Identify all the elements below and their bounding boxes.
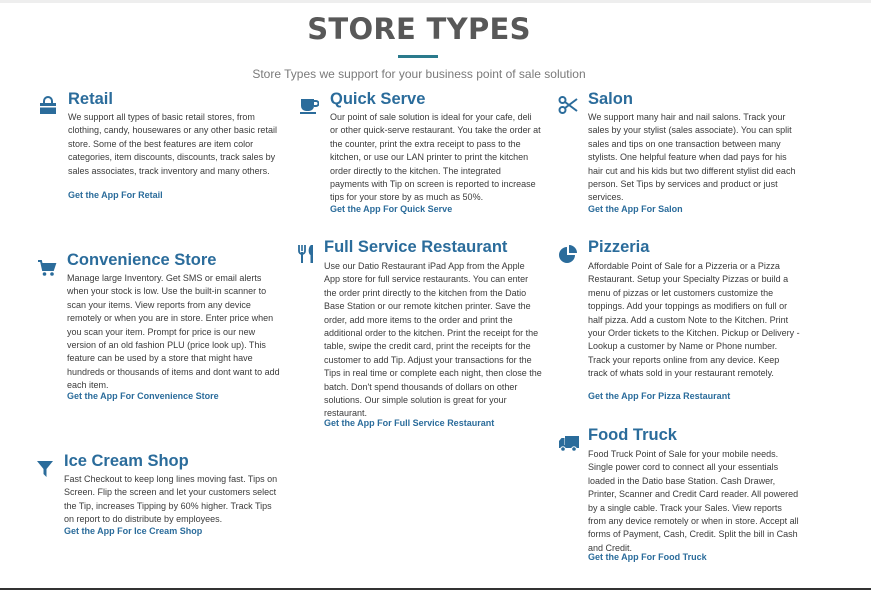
shopping-cart-icon [37,259,57,277]
store-title: Salon [588,90,633,108]
coffee-cup-icon [299,96,319,114]
store-description: Our point of sale solution is ideal for your cafe, deli or other quick-serve restaurant. You take the order at the counter, print the extra receipt to pass to the kitchen, or use our LAN printer to print the kitchen order directly to the kitchen. The integrated payments with Tip on screen is reported to increase tips for your store by as much as 50%. [330,112,541,203]
store-title: Retail [68,90,113,108]
top-divider [0,0,871,3]
get-app-link-retail[interactable]: Get the App For Retail [68,190,163,200]
store-title: Ice Cream Shop [64,452,189,470]
store-description: We support many hair and nail salons. Track your sales by your stylist (sales associate). You can split sales and tips on one transaction between many stylists. One helpful feature when dad pays for his hair cut and his kids but two different stylist did each person. Set Tips by services and product or just services. [588,112,796,203]
store-description: Use our Datio Restaurant iPad App from the Apple App store for full service restaurants. You can enter the order print directly to the kitchen from the Datio Base Station or our remote kitchen printer. Save the order, add more items to the order and print the additional order to the kitchen. Print the receipt for the table, swipe the credit card, print the receipts for the customer to add Tip. Adjust your transactions for the Tips in real time or complete each night, then close the batch. Don't spend thousands of dollars on other solutions. Our simple solution is great for your restaurant. [324,261,542,419]
get-app-link-full-service[interactable]: Get the App For Full Service Restaurant [324,418,495,428]
filter-funnel-icon [36,460,54,478]
page-title: STORE TYPES [307,12,531,46]
scissors-icon [558,96,578,114]
get-app-link-ice-cream[interactable]: Get the App For Ice Cream Shop [64,526,203,536]
store-description: Affordable Point of Sale for a Pizzeria or a Pizza Restaurant. Setup your Specialty Pizzas or build a menu of pizzas or let customers customize the toppings. Add your toppings as modifiers on full or half pizza. Add a custom Note to the Kitchen. Print your Order tickets to the Kitchen. Pickup or Delivery - Lookup a customer by Name or Phone number. Track your reports online from any device. Keep track of whats sold in your restaurant remotely. [588,261,800,379]
get-app-link-salon[interactable]: Get the App For Salon [588,204,683,214]
pie-chart-icon [558,244,578,264]
get-app-link-quick-serve[interactable]: Get the App For Quick Serve [330,204,453,214]
store-title: Convenience Store [67,251,217,269]
store-description: Fast Checkout to keep long lines moving fast. Tips on Screen. Flip the screen and let your customers select the Tip, increases Tipping by 60% higher. Track Tips on report to do distribute by employees. [64,474,278,525]
fork-knife-icon [298,244,316,264]
store-title: Quick Serve [330,90,426,108]
title-underline [398,55,438,58]
page-subtitle: Store Types we support for your business point of sale solution [252,67,586,81]
store-title: Pizzeria [588,238,650,256]
shopping-bag-icon [38,96,58,116]
store-description: Food Truck Point of Sale for your mobile needs. Single power cord to connect all your essentials loaded in the Datio base Station. Cash Drawer, Printer, Scanner and Credit Card reader. All powered by a single cable. Track your Sales. View reports from any device remotely or when in store. Accept all forms of Payment, Cash, Credit. Split the bill in Cash and Credit. [588,449,799,553]
get-app-link-food-truck[interactable]: Get the App For Food Truck [588,552,707,562]
get-app-link-pizzeria[interactable]: Get the App For Pizza Restaurant [588,391,731,401]
store-title: Full Service Restaurant [324,238,508,256]
truck-icon [558,434,580,452]
get-app-link-convenience[interactable]: Get the App For Convenience Store [67,391,219,401]
store-description: We support all types of basic retail stores, from clothing, candy, housewares or any other basic retail store. Some of the best features are item color categories, item discounts, discounts, track sales by sales associates, track inventory and many others. [68,112,277,176]
store-title: Food Truck [588,426,677,444]
store-description: Manage large Inventory. Get SMS or email alerts when your stock is low. Use the built-in scanner to scan your items. View reports from any device remotely or when you are in store. Enter price when you scan your item. Prompt for price is our new version of an old fashion PLU (price look up). This feature can be used by a store that might have hundreds or thousands of items and dont want to add each item. [67,273,280,391]
